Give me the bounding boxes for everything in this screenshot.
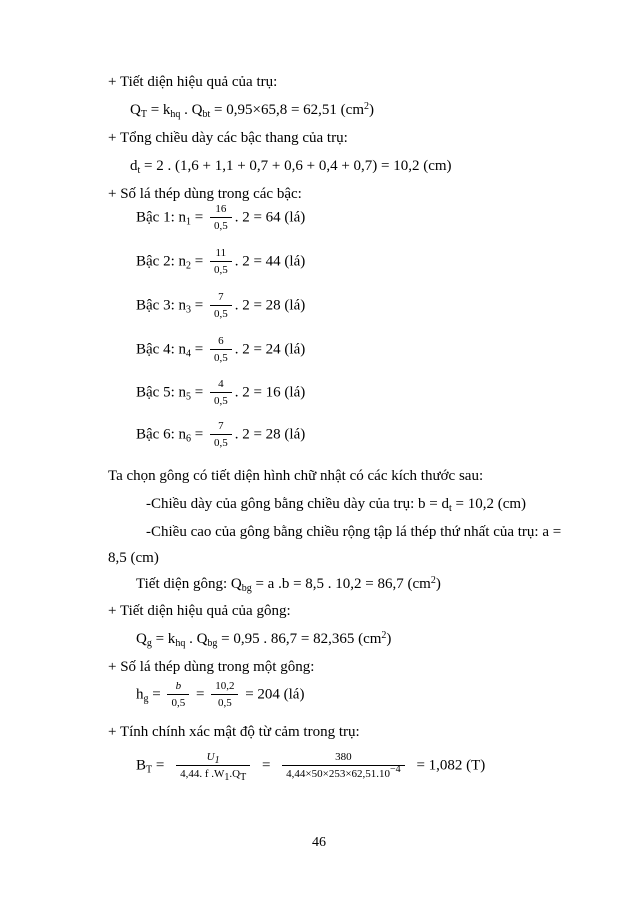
step-row: Bậc 5: $n_5$ = $\frac{4}{0,5}$ . 2 = 16 (lá) xyxy=(136,378,306,407)
bullet-total-step-thickness: + Tổng chiều dày các bậc thang của trụ: xyxy=(108,130,348,146)
step-fraction: $\frac{11}{0,5}$ xyxy=(210,247,232,277)
step-fraction: $\frac{16}{0,5}$ xyxy=(210,203,232,233)
step-row: Bậc 1: $n_1$ = $\frac{16}{0,5}$ . 2 = 64 (lá) xyxy=(136,203,306,232)
bullet-core-effective-area: + Tiết diện hiệu quả của trụ: xyxy=(108,74,278,90)
bullet-sheet-count-steps: + Số lá thép dùng trong các bậc: xyxy=(108,186,302,202)
step-fraction: $\frac{7}{0,5}$ xyxy=(210,420,232,450)
equation-qt: $Q_T = k_{hq}$ . $Q_{bt} = 0,95\times 65,8 = 62,51$ $(cm^2)$ xyxy=(130,101,374,120)
equation-dt: $d_t = 2$ . (1,6 + 1,1 + 0,7 + 0,6 + 0,4 + 0,7) = 10,2 (cm) xyxy=(130,158,452,176)
equation-hg: $h_g$ = $\frac{b}{0,5}$ = $\frac{10,2}{0,5}$ = 204 (lá) xyxy=(136,680,305,709)
bullet-yoke-effective-area: + Tiết diện hiệu quả của gông: xyxy=(108,603,291,619)
step-row: Bậc 6: $n_6$ = $\frac{7}{0,5}$ . 2 = 28 (lá) xyxy=(136,420,306,449)
step-row: Bậc 4: $n_4$ = $\frac{6}{0,5}$ . 2 = 24 (lá) xyxy=(136,335,306,364)
bullet-flux-density: + Tính chính xác mật độ từ cảm trong trụ: xyxy=(108,724,360,740)
step-fraction: $\frac{4}{0,5}$ xyxy=(210,378,232,408)
step-fraction: $\frac{7}{0,5}$ xyxy=(210,291,232,321)
equation-bt: $B_T$ = $\frac{U_1}{4,44. f .W_1.Q_T}$ = $\frac{380}{4,44\times 50\times 253\times 62,51.10^{-4}}$ = 1,082 (T) xyxy=(136,751,486,783)
step-row: Bậc 3: $n_3$ = $\frac{7}{0,5}$ . 2 = 28 (lá) xyxy=(136,291,306,320)
paragraph-yoke-intro: Ta chọn gông có tiết diện hình chữ nhật có các kích thước sau: xyxy=(108,468,484,484)
step-fraction: $\frac{6}{0,5}$ xyxy=(210,335,232,365)
equation-qg: $Q_g = k_{hq}$ . $Q_{bg} = 0,95$ . 86,7 = 82,365 $(cm^2)$ xyxy=(136,630,392,649)
step-row: Bậc 2: $n_2$ = $\frac{11}{0,5}$ . 2 = 44 (lá) xyxy=(136,247,306,276)
line-yoke-height-cont: 8,5 (cm) xyxy=(108,550,159,566)
page-number: 46 xyxy=(312,835,326,850)
bullet-sheet-count-yoke: + Số lá thép dùng trong một gông: xyxy=(108,659,315,675)
line-yoke-thickness: -Chiều dày của gông bằng chiều dày của trụ: $b = d_t = 10,2$ (cm) xyxy=(146,496,527,514)
line-yoke-height: -Chiều cao của gông bằng chiều rộng tập lá thép thứ nhất của trụ: a = xyxy=(146,524,562,540)
equation-yoke-area: Tiết diện gông: $Q_{bg} = a$ .b = 8,5 . 10,2 = 86,7 $(cm^2)$ xyxy=(136,575,441,594)
